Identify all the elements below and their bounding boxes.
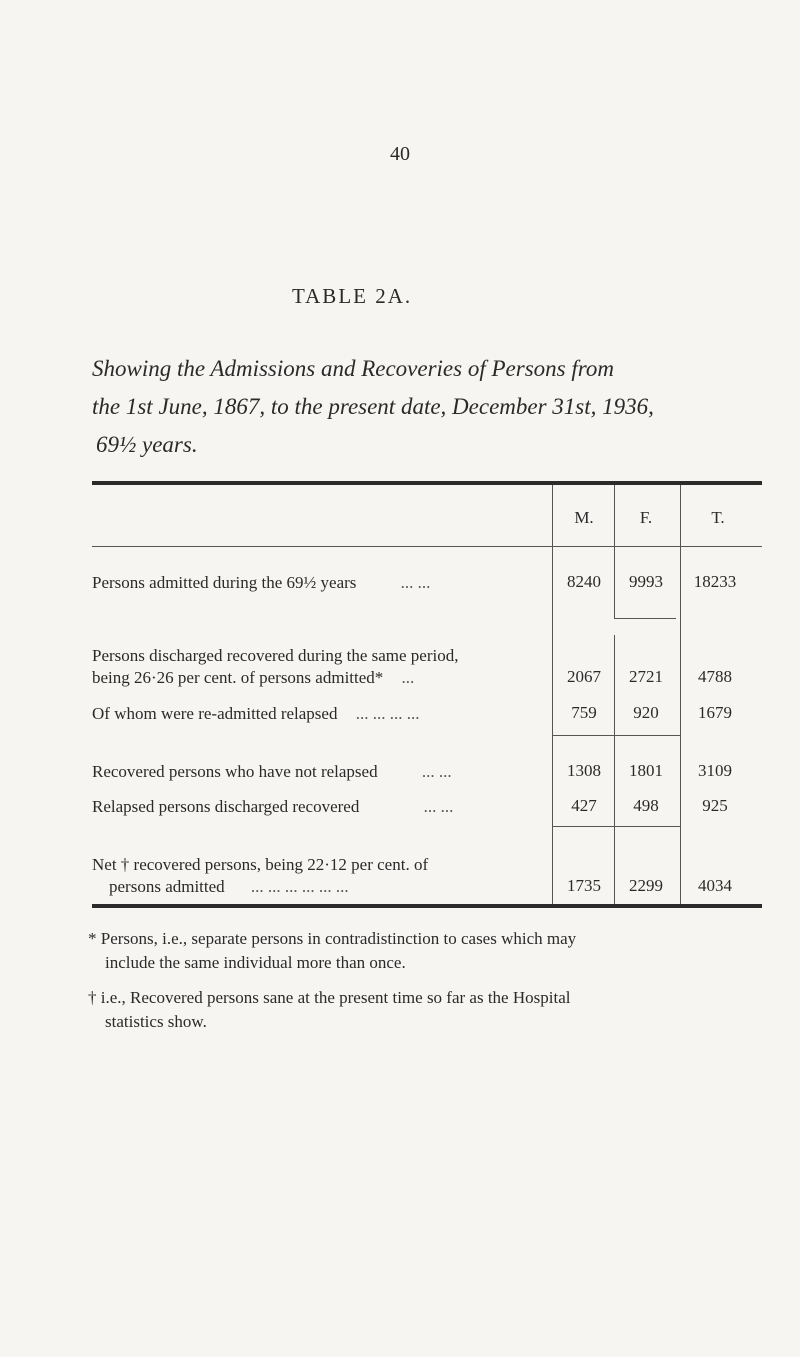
table-caption — [92, 350, 772, 464]
caption-line: the 1st June, 1867, to the present date, December 31st, 1936, — [92, 394, 654, 419]
cell-f: 2299 — [629, 876, 663, 895]
row-label-text: Persons admitted during the 69½ years — [92, 573, 357, 592]
row-label-text: Net † recovered persons, being 22·12 per cent. of — [92, 855, 429, 874]
cell-rule-segment — [614, 618, 676, 619]
row-leader: ... ... ... ... ... ... — [250, 877, 349, 896]
row-leader: ... ... — [423, 797, 454, 816]
cell-f: 2721 — [629, 667, 663, 686]
cell-f: 1801 — [629, 761, 663, 780]
cell-m: 8240 — [567, 572, 601, 591]
row-label-text: Persons discharged recovered during the same period, — [92, 646, 459, 665]
table-top-rule — [92, 481, 762, 485]
cell-t: 18233 — [693, 572, 737, 591]
cell-t: 4788 — [698, 667, 732, 686]
cell-m: 2067 — [567, 667, 601, 686]
column-header-t: T. — [711, 508, 725, 527]
column-divider — [680, 485, 681, 904]
cell-rule-segment — [552, 826, 680, 827]
footnote-mark: * — [88, 929, 97, 948]
row-label — [92, 645, 459, 689]
page-number: 40 — [390, 143, 410, 165]
footnote-text: statistics show. — [105, 1012, 207, 1031]
row-label — [92, 761, 452, 783]
footnote-text: Persons, i.e., separate persons in contradistinction to cases which may — [100, 929, 577, 948]
column-divider — [614, 485, 615, 619]
row-label — [92, 854, 428, 898]
row-label-text: Relapsed persons discharged recovered — [92, 797, 360, 816]
cell-f: 9993 — [629, 572, 663, 591]
cell-t: 1679 — [698, 703, 732, 722]
cell-t: 3109 — [698, 761, 732, 780]
row-leader: ... ... ... ... — [355, 704, 420, 723]
cell-f: 920 — [633, 703, 659, 722]
row-label — [92, 703, 419, 725]
cell-m: 1735 — [567, 876, 601, 895]
row-label-text: Recovered persons who have not relapsed — [92, 762, 378, 781]
row-leader: ... ... — [421, 762, 452, 781]
row-label-text: Of whom were re-admitted relapsed — [92, 704, 338, 723]
row-label — [92, 796, 453, 818]
footnote-text: include the same individual more than once. — [105, 953, 406, 972]
cell-rule-segment — [552, 735, 680, 736]
caption-line: 69½ years. — [96, 432, 198, 457]
row-label — [92, 572, 430, 594]
footnote — [88, 927, 778, 975]
header-rule — [92, 546, 552, 547]
footnote-text: i.e., Recovered persons sane at the present time so far as the Hospital — [100, 988, 571, 1007]
table-bottom-rule — [92, 904, 762, 908]
column-header-m: M. — [574, 508, 594, 527]
column-divider — [552, 485, 553, 904]
row-leader: ... — [401, 668, 415, 687]
row-label-text: persons admitted — [109, 877, 225, 896]
table-title: TABLE 2A. — [292, 284, 413, 308]
cell-m: 1308 — [567, 761, 601, 780]
cell-t: 925 — [702, 796, 728, 815]
column-header-f: F. — [639, 508, 653, 527]
cell-m: 759 — [571, 703, 597, 722]
footnote — [88, 986, 778, 1034]
header-rule-segment — [552, 546, 762, 547]
cell-f: 498 — [633, 796, 659, 815]
row-label-text: being 26·26 per cent. of persons admitted* — [92, 668, 384, 687]
cell-m: 427 — [571, 796, 597, 815]
row-leader: ... ... — [400, 573, 431, 592]
footnote-mark: † — [88, 988, 97, 1007]
caption-line: Showing the Admissions and Recoveries of Persons from — [92, 356, 614, 381]
cell-t: 4034 — [698, 876, 732, 895]
